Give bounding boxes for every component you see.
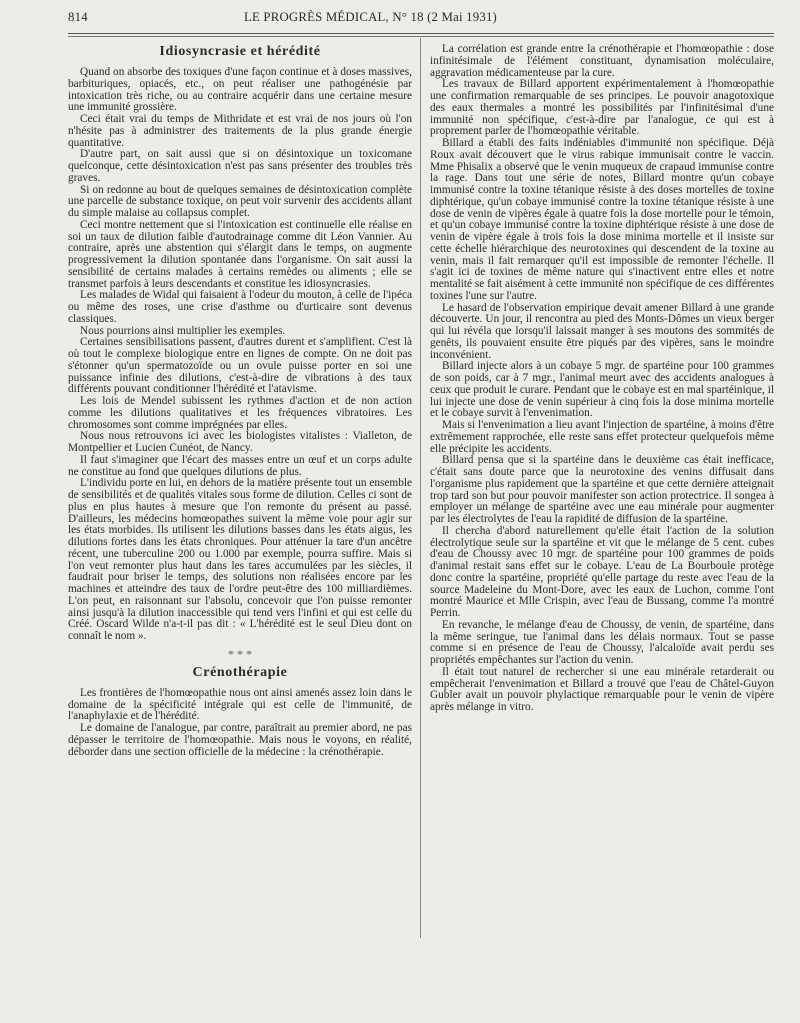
paragraph: Nous pourrions ainsi multiplier les exemples. bbox=[80, 324, 286, 337]
paragraph: Billard pensa que si la spartéine dans le deuxième cas était inefficace, c'était sans doute parce que la neurotoxine des venins diffusait dans l'organisme plus rapidement que la spartéine et que cette dernière atteignait trop tard son but pour pouvoir manifester son action protectrice. Il songea à employer un mélange de spartéine avec une eau minérale pour augmenter par les électrolytes de l'eau la rapidité de diffusion de la spartéine. bbox=[430, 454, 774, 525]
paragraph: Il était tout naturel de rechercher si une eau minérale retarderait ou empêcherait l'envenimation et Billard a trouvé que l'eau de Châtel-Guyon Gubler avait un pouvoir phylactique remarquable pour le venin de vipère après mélange in vitro. bbox=[430, 665, 774, 713]
paragraph: Ceci montre nettement que si l'intoxication est continuelle elle réalise en soi un taux de dilution faible d'autodrainage comme dit Léon Vannier. Au contraire, après une abstention qui s'élargit dans le temps, on augmente progressivement la dilution spontanée dans l'organisme. On sait aussi la sensibilité de certains malades à certains remèdes ou aliments ; elle se transmet parfois à leurs descendants et constitue les idiosyncrasies. bbox=[68, 218, 412, 290]
column-divider bbox=[420, 38, 421, 938]
page-number: 814 bbox=[68, 10, 88, 24]
paragraph: Nous nous retrouvons ici avec les biologistes vitalistes : Vialleton, de Montpellier et Lucien Cunéot, de Nancy. bbox=[68, 430, 412, 454]
left-column bbox=[68, 44, 421, 758]
right-paragraphs bbox=[430, 44, 774, 714]
two-column-body bbox=[68, 44, 774, 758]
paragraph: L'individu porte en lui, en dehors de la matière présente tout un ensemble de sensibilités et de qualités vitales sous forme de dilution. Celles ci sont de plus en plus hautes à mesure que l'on remonte du présent au passé. D'ailleurs, les médecins homœopathes suivent la même voie pour agir sur les états morbides. Ils utilisent les dilutions basses dans les états aigus, les dilutions fortes dans les états chroniques. Pour atténuer la tare d'un ancêtre récent, une tuberculine 200 ou 1.000 par exemple, pourra suffire. Mais si l'on veut remonter plus haut dans les tares accumulées par les siècles, il faudrait pour briser le temps, des solutions non réalisées encore par les machines et atteindre des taux de l'ordre peut-être des 100 milliardièmes. L'on peut, en raisonnant sur l'absolu, concevoir que l'on puisse remonter ainsi jusqu'à la dilution inaccessible qui tend vers l'infini et qui est celle du Créé. Oscard Wilde n'a-t-il pas dit : « L'hérédité est le seul Dieu dont on connaît le nom ». bbox=[68, 477, 412, 642]
paragraph: Certaines sensibilisations passent, d'autres durent et s'amplifient. C'est là où tout le complexe biologique entre en lignes de compte. On ne doit pas s'étonner qu'un spermatozoïde ou un ovule puisse porter en soi une puissance infinie des dilutions, c'est-à-dire de vibrations à des taux différents pouvant conditionner l'hérédité et l'atavisme. bbox=[68, 336, 412, 396]
paragraph: Mais si l'envenimation a lieu avant l'injection de spartéine, à moins d'être extrêmement rapprochée, elle reste sans effet protecteur quelquefois même elle précipite les accidents. bbox=[430, 419, 774, 455]
right-column bbox=[421, 44, 774, 758]
paragraph: D'autre part, on sait aussi que si on désintoxique un toxicomane quelconque, cette désintoxication n'est pas sans présenter des troubles très graves. bbox=[68, 148, 412, 184]
running-header bbox=[68, 0, 774, 34]
paragraph: Ceci était vrai du temps de Mithridate et est vrai de nos jours où l'on n'hésite pas à administrer des traitements de la plus grande énergie quantitative. bbox=[68, 113, 412, 149]
paragraph: Les malades de Widal qui faisaient à l'odeur du mouton, à celle de l'ipéca ou même des roses, une crise d'asthme ou d'urticaire sont devenus classiques. bbox=[68, 289, 412, 325]
paragraph: Billard injecte alors à un cobaye 5 mgr. de spartéine pour 100 grammes de son poids, car à 7 mgr., l'animal meurt avec des accidents analogues à ceux que produit le curare. Pendant que le cobaye est en mal spartéinique, il lui injecte une dose de venin supérieur à cinq fois la dose minima mortelle et le cobaye survit à l'envenimation. bbox=[430, 360, 774, 420]
paragraph: La corrélation est grande entre la crénothérapie et l'homœopathie : dose infinitésimale de l'élément constituant, dynamisation moléculaire, aggravation médicamenteuse par la cure. bbox=[430, 43, 774, 79]
running-title: LE PROGRÈS MÉDICAL, N° 18 (2 Mai 1931) bbox=[244, 10, 498, 24]
paragraph: Si on redonne au bout de quelques semaines de désintoxication complète une parcelle de substance toxique, on peut voir survenir des accidents allant du simple malaise au collapsus complet. bbox=[68, 183, 412, 219]
paragraph: Billard a établi des faits indéniables d'immunité non spécifique. Déjà Roux avait découvert que le virus rabique immunisait contre le vaccin. Mme Phisalix a observé que le venin muqueux de crapaud immunise contre la rage. Dans tout une série de notes, Billard montre qu'un cobaye immunisé contre la toxine tétanique résiste à des doses mortelles de toxine diphtérique, qu'un cobaye immunisé contre la toxine tétanique résiste à une dose de venin de vipères égale à quatre fois la dose mortelle pour le témoin, et qu'un cobaye immunisé contre la toxine diphtérique résiste à une dose de venin de vipère égale à trois fois la dose minima mortelle et il insiste sur cette échelle hiérarchique des neurotoxines qui descendent de la toxine au venin, mais il fait remarquer qu'il est impossible de remonter l'échelle. Il s'agit ici de toxines de même nature qui s'inactivent entre elles et notre mentalité se fait aisément à cette immunité non spécifique de ces différentes toxines l'une sur l'autre. bbox=[430, 137, 774, 302]
paragraph: Les lois de Mendel subissent les rythmes d'action et de non action comme les dilutions qualitatives et les fréquences vibratoires. Les chromosomes sont comme imprégnées par elles. bbox=[68, 395, 412, 431]
section-heading-crenotherapie: Crénothérapie bbox=[192, 664, 288, 680]
paragraph: Les travaux de Billard apportent expérimentalement à l'homœopathie une confirmation remarquable de ses principes. Le pouvoir anagotoxique des eaux thermales a montré les possibilités par l'infinitésimal d'une immunité non spécifique, c'est-à-dire par l'analogue, ce qui est à proprement parler de l'homœopathie véritable. bbox=[430, 78, 774, 138]
paragraph: Il faut s'imaginer que l'écart des masses entre un œuf et un corps adulte ne constitue au fond que quelques dilutions de plus. bbox=[68, 453, 412, 478]
paragraph: Le domaine de l'analogue, par contre, paraîtrait au premier abord, ne pas dépasser le territoire de l'homœopathie. Mais nous le voyons, en réalité, déborder dans une section officielle de la médecine : la crénothérapie. bbox=[68, 722, 412, 758]
section-separator: * * * bbox=[228, 646, 252, 661]
left-paragraphs bbox=[68, 67, 412, 643]
paragraph: Les frontières de l'homœopathie nous ont ainsi amenés assez loin dans le domaine de la spécificité intégrale qui est celle de l'immunité, de l'anaphylaxie et de l'hérédité. bbox=[68, 686, 412, 723]
paragraph: En revanche, le mélange d'eau de Choussy, de venin, de spartéine, dans la même seringue, tue l'animal dans les délais normaux. Tout se passe comme si en présence de l'eau de Choussy, l'alcaloïde avait perdu ses propriétés empêchantes sur l'action du venin. bbox=[430, 618, 774, 666]
paragraph: Il chercha d'abord naturellement qu'elle était l'action de la solution électrolytique seule sur la spartéine et vit que le mélange de 5 cent. cubes d'eau de Choussy avec 10 mgr. de spartéine pour 100 grammes de poids d'animal restait sans effet sur le cobaye. L'eau de La Bourboule protège donc contre la spartéine, propriété qu'elle partage du reste avec l'eau de la source Madeleine du Mont-Dore, avec les eaux de Luchon, comme l'ont montré Maurice et Mlle Crispin, avec l'eau de Bussang, comme l'a montré Perrin. bbox=[430, 524, 774, 619]
paragraph: Le hasard de l'observation empirique devait amener Billard à une grande découverte. Un jour, il rencontra au pied des Monts-Dômes un vieux berger qui lui révéla que lorsqu'il laissait manger à ses moutons des sommités de genêts, ils pouvaient ensuite être piqués par des vipères, sans le moindre inconvénient. bbox=[430, 301, 774, 361]
left-paragraphs-2 bbox=[68, 688, 412, 759]
paragraph: Quand on absorbe des toxiques d'une façon continue et à doses massives, barbituriques, opiacés, etc., on peut réaliser une pathogénésie par intoxication très riche, ou au contraire acquérir dans une certaine mesure une immunité grossière. bbox=[68, 66, 412, 114]
section-heading-idiosyncrasie: Idiosyncrasie et hérédité bbox=[159, 44, 321, 59]
